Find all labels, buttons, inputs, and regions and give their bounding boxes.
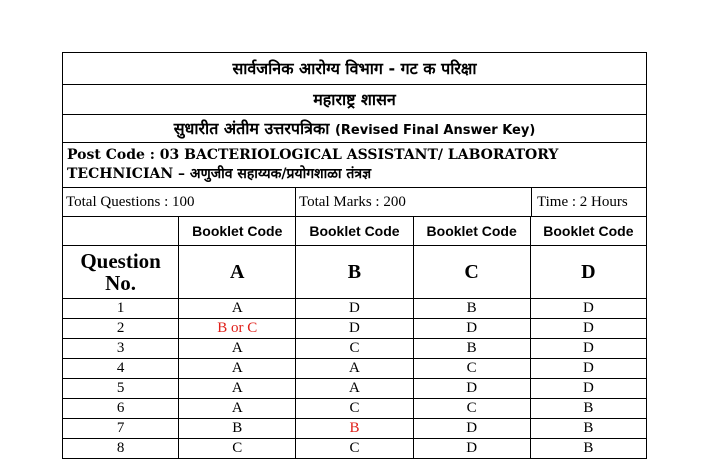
post-code-english: TECHNICIAN – — [67, 166, 190, 182]
post-code-marathi: अणुजीव सहाय्यक/प्रयोगशाळा तंत्रज्ञ — [189, 166, 372, 182]
code-b: B — [296, 246, 413, 299]
table-row — [63, 419, 647, 439]
code-letter-row — [63, 246, 647, 299]
answer-d: D — [530, 379, 646, 399]
booklet-code-label: Booklet Code — [179, 217, 296, 246]
answer-a: C — [179, 439, 296, 459]
question-number: 3 — [63, 339, 179, 359]
answer-a: A — [179, 299, 296, 319]
exam-time: Time : 2 Hours — [537, 194, 628, 210]
answer-a: B — [179, 419, 296, 439]
answer-a: A — [179, 399, 296, 419]
government-title: महाराष्ट्र शासन — [62, 84, 647, 114]
table-row — [63, 359, 647, 379]
table-row — [63, 299, 647, 319]
answer-b: D — [296, 319, 413, 339]
answer-b: C — [296, 439, 413, 459]
question-number: 5 — [63, 379, 179, 399]
question-no-header: Question No. — [63, 246, 179, 299]
exam-info-row — [62, 187, 647, 216]
answer-key-title-marathi: सुधारीत अंतीम उत्तरपत्रिका — [173, 119, 330, 138]
answer-key-title — [62, 114, 647, 142]
booklet-code-label: Booklet Code — [530, 217, 646, 246]
table-row — [63, 319, 647, 339]
answer-a: A — [179, 339, 296, 359]
answer-table — [62, 216, 647, 459]
total-questions: Total Questions : 100 — [63, 188, 296, 216]
question-number: 4 — [63, 359, 179, 379]
table-row — [63, 379, 647, 399]
answer-c: D — [413, 419, 530, 439]
code-d: D — [530, 246, 646, 299]
answer-d: D — [530, 339, 646, 359]
answer-d: B — [530, 399, 646, 419]
answer-d: D — [530, 299, 646, 319]
answer-b: C — [296, 339, 413, 359]
answer-c: B — [413, 299, 530, 319]
answer-a-revised: B or C — [179, 319, 296, 339]
question-number: 2 — [63, 319, 179, 339]
blank-header-cell — [63, 217, 179, 246]
post-code-line2 — [67, 165, 642, 184]
answer-c: C — [413, 399, 530, 419]
booklet-code-label: Booklet Code — [296, 217, 413, 246]
post-code — [62, 142, 647, 187]
answer-b: A — [296, 379, 413, 399]
answer-b: C — [296, 399, 413, 419]
answer-d: B — [530, 419, 646, 439]
answer-c: D — [413, 379, 530, 399]
table-row — [63, 439, 647, 459]
answer-c: D — [413, 319, 530, 339]
answer-d: B — [530, 439, 646, 459]
answer-b: A — [296, 359, 413, 379]
post-code-line1: Post Code : 03 BACTERIOLOGICAL ASSISTANT/ LABORATORY — [67, 147, 559, 163]
code-a: A — [179, 246, 296, 299]
question-number: 1 — [63, 299, 179, 319]
answer-b: D — [296, 299, 413, 319]
department-title: सार्वजनिक आरोग्य विभाग - गट क परिक्षा — [62, 52, 647, 84]
table-row — [63, 399, 647, 419]
answer-d: D — [530, 359, 646, 379]
question-number: 7 — [63, 419, 179, 439]
answer-b-revised: B — [296, 419, 413, 439]
code-c: C — [413, 246, 530, 299]
answer-c: C — [413, 359, 530, 379]
answer-key-title-english: (Revised Final Answer Key) — [334, 123, 536, 138]
answer-a: A — [179, 359, 296, 379]
question-number: 8 — [63, 439, 179, 459]
answer-c: D — [413, 439, 530, 459]
answer-d: D — [530, 319, 646, 339]
answer-key-document — [62, 52, 647, 459]
answer-c: B — [413, 339, 530, 359]
answer-a: A — [179, 379, 296, 399]
question-number: 6 — [63, 399, 179, 419]
booklet-code-label: Booklet Code — [413, 217, 530, 246]
total-marks: Total Marks : 200 — [296, 188, 532, 216]
booklet-code-header-row — [63, 217, 647, 246]
table-row — [63, 339, 647, 359]
